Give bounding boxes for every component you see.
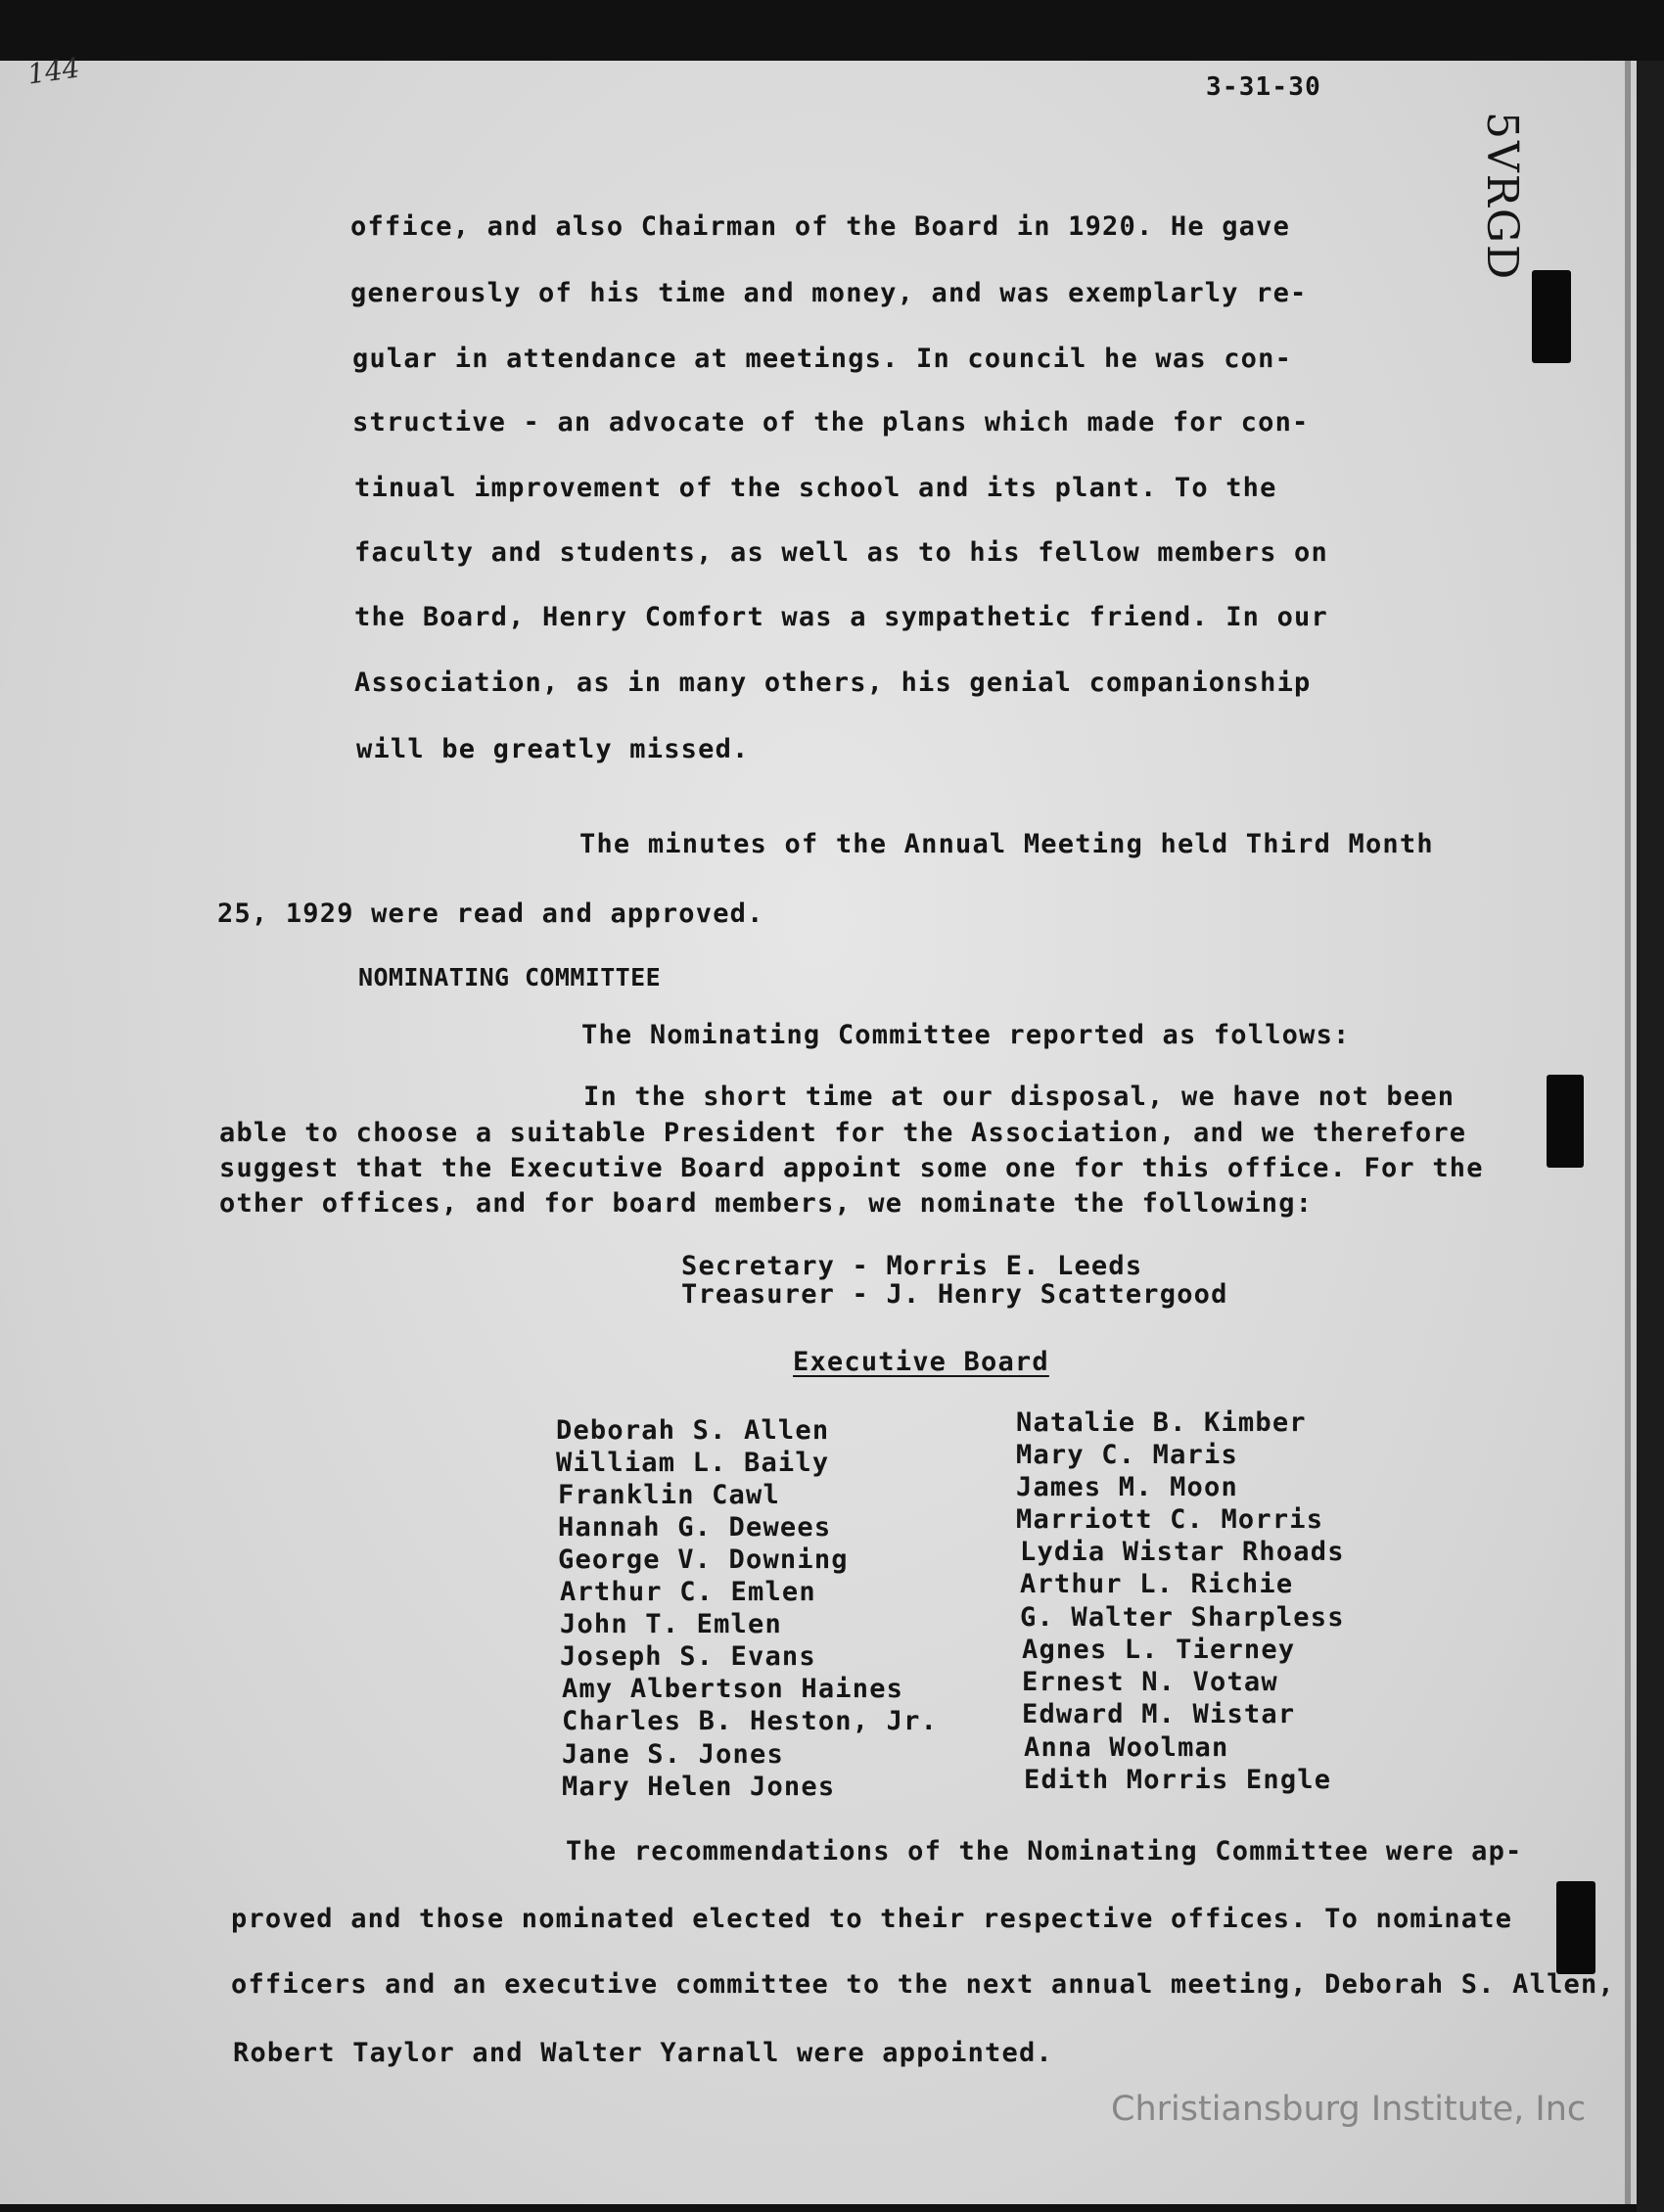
report-line: suggest that the Executive Board appoint some one for this office. For the	[219, 1153, 1484, 1183]
board-member: Arthur C. Emlen	[560, 1577, 816, 1607]
board-member: Mary Helen Jones	[562, 1772, 836, 1802]
closing-line: Robert Taylor and Walter Yarnall were appointed.	[233, 2038, 1053, 2068]
board-member: Mary C. Maris	[1016, 1440, 1238, 1470]
board-member: Joseph S. Evans	[560, 1641, 816, 1672]
board-member: Arthur L. Richie	[1020, 1569, 1294, 1599]
index-tab-mark	[1532, 270, 1571, 363]
section-heading: NOMINATING COMMITTEE	[358, 963, 662, 991]
index-tab-mark	[1556, 1881, 1595, 1974]
board-member: James M. Moon	[1016, 1472, 1238, 1502]
officer-line: Treasurer - J. Henry Scattergood	[681, 1279, 1228, 1310]
minutes-line: The minutes of the Annual Meeting held Third Month	[579, 829, 1434, 859]
tribute-line: generously of his time and money, and was exemplarly re-	[350, 278, 1308, 308]
board-member: Edward M. Wistar	[1022, 1699, 1296, 1729]
board-member: Charles B. Heston, Jr.	[562, 1706, 939, 1736]
tribute-line: Association, as in many others, his genial companionship	[354, 668, 1312, 698]
board-member: Amy Albertson Haines	[562, 1674, 904, 1704]
tribute-line: the Board, Henry Comfort was a sympathetic friend. In our	[354, 602, 1328, 632]
tribute-line: structive - an advocate of the plans which made for con-	[352, 407, 1310, 438]
margin-note: 144	[24, 51, 82, 91]
board-member: Edith Morris Engle	[1024, 1765, 1332, 1795]
board-member: William L. Baily	[556, 1448, 830, 1478]
closing-line: officers and an executive committee to the next annual meeting, Deborah S. Allen,	[231, 1969, 1615, 2000]
tribute-line: tinual improvement of the school and its plant. To the	[354, 473, 1277, 503]
board-member: Natalie B. Kimber	[1016, 1407, 1307, 1438]
board-member: Marriott C. Morris	[1016, 1504, 1324, 1535]
minutes-line: 25, 1929 were read and approved.	[217, 899, 764, 929]
board-member: John T. Emlen	[560, 1609, 782, 1639]
tribute-line: gular in attendance at meetings. In council he was con-	[352, 344, 1293, 374]
page-edge	[1625, 61, 1631, 2204]
index-tab-mark	[1547, 1075, 1584, 1168]
board-member: Lydia Wistar Rhoads	[1020, 1537, 1345, 1567]
board-heading: Executive Board	[793, 1347, 1049, 1377]
board-member: G. Walter Sharpless	[1020, 1602, 1345, 1633]
officer-line: Secretary - Morris E. Leeds	[681, 1251, 1143, 1281]
archive-stamp-text: 5VRGD	[1477, 112, 1527, 282]
tribute-line: will be greatly missed.	[356, 734, 750, 764]
report-line: able to choose a suitable President for the Association, and we therefore	[219, 1118, 1467, 1148]
tribute-line: faculty and students, as well as to his fellow members on	[354, 537, 1328, 568]
board-member: Jane S. Jones	[562, 1739, 784, 1770]
report-line: In the short time at our disposal, we have not been	[583, 1082, 1456, 1112]
board-member: Anna Woolman	[1024, 1732, 1229, 1763]
watermark: Christiansburg Institute, Inc	[1111, 2090, 1587, 2129]
report-line: other offices, and for board members, we nominate the following:	[219, 1188, 1314, 1219]
closing-line: The recommendations of the Nominating Committee were ap-	[566, 1836, 1523, 1866]
committee-intro: The Nominating Committee reported as follows:	[581, 1020, 1351, 1050]
board-member: Ernest N. Votaw	[1022, 1667, 1278, 1697]
page-reference: 3-31-30	[1206, 72, 1321, 102]
closing-line: proved and those nominated elected to their respective offices. To nominate	[231, 1904, 1513, 1934]
tribute-line: office, and also Chairman of the Board in 1920. He gave	[350, 211, 1291, 242]
board-member: Hannah G. Dewees	[558, 1512, 832, 1543]
board-member: Agnes L. Tierney	[1022, 1635, 1296, 1665]
scan-border	[1637, 61, 1664, 2212]
board-member: Franklin Cawl	[558, 1480, 780, 1510]
board-member: George V. Downing	[558, 1544, 849, 1575]
board-member: Deborah S. Allen	[556, 1415, 830, 1446]
